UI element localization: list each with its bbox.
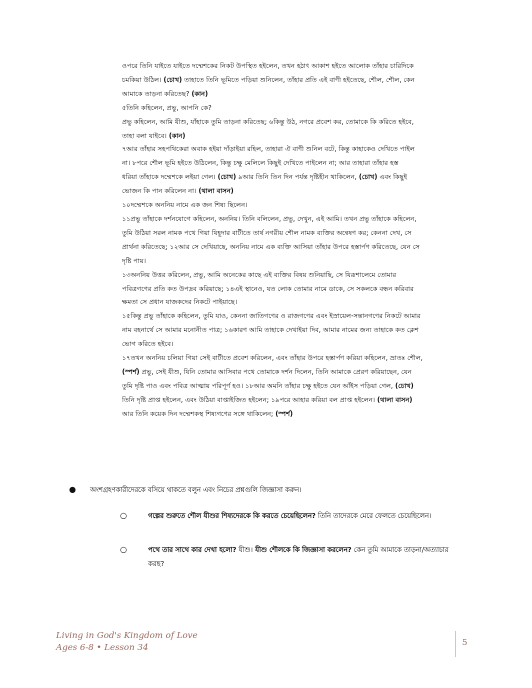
passage-line: না। ৮পরে শৌল ভূমি হইতে উঠিলেন, কিন্তু চক্ষু মেলিলে কিছুই দেখিতে পাইলেন না; আর তাহারা তাঁহার হস্ত bbox=[122, 159, 399, 168]
sense-tag: (চোখ) bbox=[163, 75, 183, 84]
sense-tag: (স্পর্শ) bbox=[275, 409, 293, 418]
passage-text: আর তিনি কয়েক দিন দম্মেশকস্থ শিষ্যগণের সঙ্গে থাকিলেন; bbox=[122, 409, 274, 418]
passage-text: চমকিয়া উঠিল। bbox=[122, 75, 162, 84]
sense-tag: (থালা বাসন) bbox=[377, 395, 413, 404]
passage-text: প্রভু, সেই যীশু, যিনি তোমার আসিবার পথে তোমাকে দর্শন দিলেন, তিনি আমাকে প্রেরণ করিয়াছেন, যেন bbox=[139, 367, 412, 376]
bullet-icon: ● bbox=[69, 485, 76, 494]
passage-text: তিনি দৃষ্টি প্রাপ্ত হইলেন, এবং উঠিয়া বাপ্তাইজিত হইলেন; ১৯পরে আহার করিয়া বল প্রাপ্ত হইলেন। bbox=[122, 395, 376, 404]
passage-line bbox=[122, 171, 452, 185]
passage-text: তুমি দৃষ্টি পাও এবং পবিত্র আত্মায় পরিপূর্ণ হও। ১৮আর অমনি তাঁহার চক্ষু হইতে যেন আঁইস পড়িয়া গেল, bbox=[122, 381, 394, 390]
passage-line bbox=[122, 88, 452, 102]
footer-line-2: Ages 6-8 • Lesson 34 bbox=[56, 643, 149, 653]
question-item bbox=[60, 543, 452, 571]
passage-line: ক্ষমতা সে প্রধান যাজকদের নিকটে পাইয়াছে। bbox=[122, 298, 238, 307]
passage-line: ১৫কিন্তু প্রভু তাঁহাকে কহিলেন, তুমি যাও, কেননা জাতিগণের ও রাজগণের এবং ইস্রায়েল-সন্তানগণের নিকটে আমার bbox=[122, 312, 421, 321]
passage-line bbox=[122, 394, 452, 408]
sense-tag: (কান) bbox=[191, 89, 208, 98]
passage-text: তাহা বলা যাইবে। bbox=[122, 131, 167, 140]
question-item bbox=[60, 509, 452, 523]
question-bold: যীশু শৌলকে কি জিজ্ঞাসা করলেন? bbox=[252, 546, 352, 554]
sense-tag: (চোখ) bbox=[217, 173, 237, 182]
circle-bullet-icon: ○ bbox=[120, 511, 127, 520]
instruction-item bbox=[60, 483, 460, 497]
passage-line: প্রার্থনা করিতেছে; ১২আর সে দেখিয়াছে, অননিয় নামে এক ব্যক্তি আসিয়া তাঁহার উপরে হস্তার্পণ করিতেছে, যেন সে bbox=[122, 242, 420, 251]
passage-line: পবিত্রগণের প্রতি কত উপদ্রব করিয়াছে; ১৪এই স্থানেও, যত লোক তোমার নামে ডাকে, সে সকলকে বন্ধন করিবার bbox=[122, 284, 414, 293]
passage-line bbox=[122, 366, 452, 380]
passage-line: তুমি উঠিয়া সরল নামক পথে গিয়া যিহূদার বাটীতে তার্ষ নগরীয় শৌল নামক ব্যক্তির অন্বেষণ কর; কেননা দেখ, সে bbox=[122, 228, 412, 237]
passage-line: নাম বহনার্থে সে আমার মনোনীত পাত্র; ১৬কারণ আমি তাহাকে দেখাইয়া দিব, আমার নামের জন্য তাহাকে কত ক্লেশ bbox=[122, 326, 419, 335]
passage-line: ভোগ করিতে হইবে। bbox=[122, 340, 174, 349]
question-bold: গল্পের শুরুতে শৌল যীশুর শিষ্যদেরকে কি করতে চেয়েছিলেন? bbox=[148, 512, 316, 520]
passage-line bbox=[122, 380, 452, 394]
passage-line: ১০দম্মেশকে অননিয় নামে এক জন শিষ্য ছিলেন। bbox=[122, 201, 248, 210]
passage-line bbox=[122, 185, 452, 199]
passage-text: ভোজন কি পান করিলেন না। bbox=[122, 187, 197, 196]
passage-line: দৃষ্টি পায়। bbox=[122, 256, 147, 265]
passage-line: ১৩অননিয় উত্তর করিলেন, প্রভু, আমি অনেকের কাছে এই ব্যক্তির বিষয় শুনিয়াছি, সে যিরূশালেমে তোমার bbox=[122, 270, 397, 279]
sense-tag: (কান) bbox=[168, 131, 186, 140]
passage-text: আমাকে তাড়না করিতেছ? bbox=[122, 89, 190, 98]
passage-line bbox=[122, 130, 452, 144]
passage-line: ৫তিনি কহিলেন, প্রভু, আপনি কে? bbox=[122, 103, 212, 112]
footer-line-1: Living in God's Kingdom of Love bbox=[56, 631, 198, 641]
passage-line bbox=[122, 408, 452, 422]
sense-tag: (চোখ) bbox=[358, 173, 378, 182]
discussion-section bbox=[60, 483, 460, 571]
page-number: 5 bbox=[462, 638, 468, 648]
sense-tag: (থালা বাসন) bbox=[198, 187, 234, 196]
sense-tag: (স্পর্শ) bbox=[122, 367, 140, 376]
passage-line: ১৭তখন অননিয় চলিয়া গিয়া সেই বাটীতে প্রবেশ করিলেন, এবং তাঁহার উপরে হস্তার্পণ করিয়া কহিলেন, ভ্রাতঃ শৌল, bbox=[122, 354, 423, 363]
scripture-passage bbox=[122, 60, 452, 422]
footer-series-title bbox=[56, 630, 198, 654]
sense-tag: (চোখ) bbox=[395, 381, 414, 390]
instruction-text: অংশগ্রহণকারীদেরকে বসিয়ে থাকতে বলুন এবং নিচের প্রশ্নগুলি জিজ্ঞাসা করুন। bbox=[90, 486, 302, 494]
passage-text: ধরিয়া তাঁহাকে দম্মেশকে লইয়া গেল। bbox=[122, 173, 216, 182]
passage-text: ৯আর তিনি তিন দিন পর্যন্ত দৃষ্টিহীন থাকিলেন, bbox=[236, 173, 357, 182]
question-text bbox=[148, 543, 452, 571]
answer-text: কেন তুমি আমাকে তাড়না/অত্যাচার করছ? bbox=[148, 546, 449, 568]
passage-line: ৭আর তাঁহার সহপথিকেরা অবাক হইয়া দাঁড়াইয়া রহিল, তাহারা ঐ বাণী শুনিল বটে, কিন্তু কাহাকেও দেখিতে পাইল bbox=[122, 145, 415, 154]
answer-text: যীশু। bbox=[236, 546, 253, 554]
passage-line: ওপরে তিনি যাইতে যাইতে দম্মেশকের নিকট উপস্থিত হইলেন, তখন হঠাৎ আকাশ হইতে আলোক তাঁহার চারিদিকে bbox=[122, 62, 414, 70]
passage-line: ১১প্রভু তাঁহাকে দর্শনযোগে কহিলেন, অননিয়। তিনি বলিলেন, প্রভু, দেখুন, এই আমি। তখন প্রভু তাঁহাকে কহিলেন, bbox=[122, 214, 417, 223]
footer-divider bbox=[455, 631, 456, 657]
answer-text: তিনি তাদেরকে মেরে ফেলতে চেয়েছিলেন। bbox=[315, 512, 432, 520]
question-text bbox=[148, 509, 452, 523]
circle-bullet-icon: ○ bbox=[120, 545, 127, 554]
question-bold: পথে তার সাথে কার দেখা হলো? bbox=[148, 546, 237, 554]
passage-line bbox=[122, 74, 452, 88]
passage-text: এবং কিছুই bbox=[377, 173, 408, 182]
passage-line: প্রভু কহিলেন, আমি যীশু, যাঁহাকে তুমি তাড়না করিতেছ; ৬কিন্তু উঠ, নগরে প্রবেশ কর, তোমাকে কি করিতে হইবে, bbox=[122, 117, 414, 126]
passage-text: তাহাতে তিনি ভূমিতে পড়িয়া শুনিলেন, তাঁহার প্রতি এই বাণী হইতেছে, শৌল, শৌল, কেন bbox=[182, 75, 415, 84]
